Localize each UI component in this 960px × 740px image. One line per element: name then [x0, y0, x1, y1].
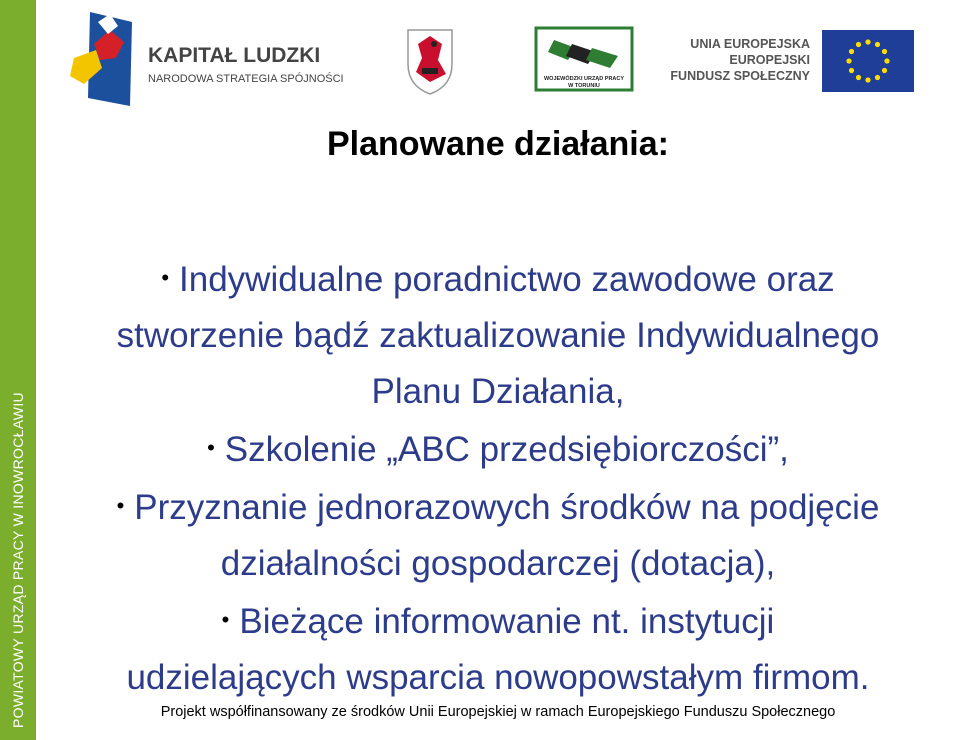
list-item-line: Szkolenie „ABC przedsiębiorczości”, [224, 430, 789, 469]
bullet-icon: • [207, 435, 215, 460]
footer-funding-note: Projekt współfinansowany ze środków Unii Europejskiej w ramach Europejskiego Funduszu Społecznego [160, 704, 836, 720]
list-item [46, 250, 950, 420]
list-item-line: Planu Działania, [371, 372, 625, 411]
urzad-pracy-name: WOJEWÓDZKI URZĄD PRACY [543, 76, 625, 82]
urzad-pracy-city: W TORUNIU [568, 83, 600, 89]
list-item-line: udzielających wsparcia nowopowstałym firmom. [126, 658, 870, 697]
list-item-line: Bieżące informowanie nt. instytucji [239, 602, 775, 641]
logo-bar [36, 0, 960, 115]
kapital-ludzki-logo [70, 12, 344, 106]
action-list [46, 250, 950, 706]
sidebar-institution-name: POWIATOWY URZĄD PRACY W INOWROCŁAWIU [10, 392, 26, 728]
unia-line2: EUROPEJSKI [729, 53, 810, 67]
unia-europejska-logo [670, 30, 914, 92]
list-item [46, 478, 950, 592]
list-item-line: działalności gospodarczej (dotacja), [220, 544, 776, 583]
logos-graphic [36, 0, 960, 115]
kapital-ludzki-title: KAPITAŁ LUDZKI [148, 44, 321, 67]
bullet-icon: • [221, 607, 230, 632]
unia-line1: UNIA EUROPEJSKA [690, 37, 810, 51]
coat-of-arms-logo [408, 30, 452, 94]
page-title: Planowane działania: [327, 125, 669, 163]
bullet-icon: • [116, 493, 125, 518]
sidebar-strip [0, 0, 36, 740]
list-item-line: Przyznanie jednorazowych środków na podjęcie [134, 488, 880, 527]
list-item-line: Indywidualne poradnictwo zawodowe oraz [179, 260, 835, 299]
kapital-ludzki-subtitle: NARODOWA STRATEGIA SPÓJNOŚCI [148, 73, 344, 85]
unia-line3: FUNDUSZ SPOŁECZNY [670, 69, 810, 83]
list-item [46, 592, 950, 706]
bullet-icon: • [161, 265, 170, 290]
list-item [46, 420, 950, 478]
eu-flag-icon [822, 30, 914, 92]
list-item-line: stworzenie bądź zaktualizowanie Indywidualnego [116, 316, 880, 355]
urzad-pracy-logo [536, 28, 632, 90]
